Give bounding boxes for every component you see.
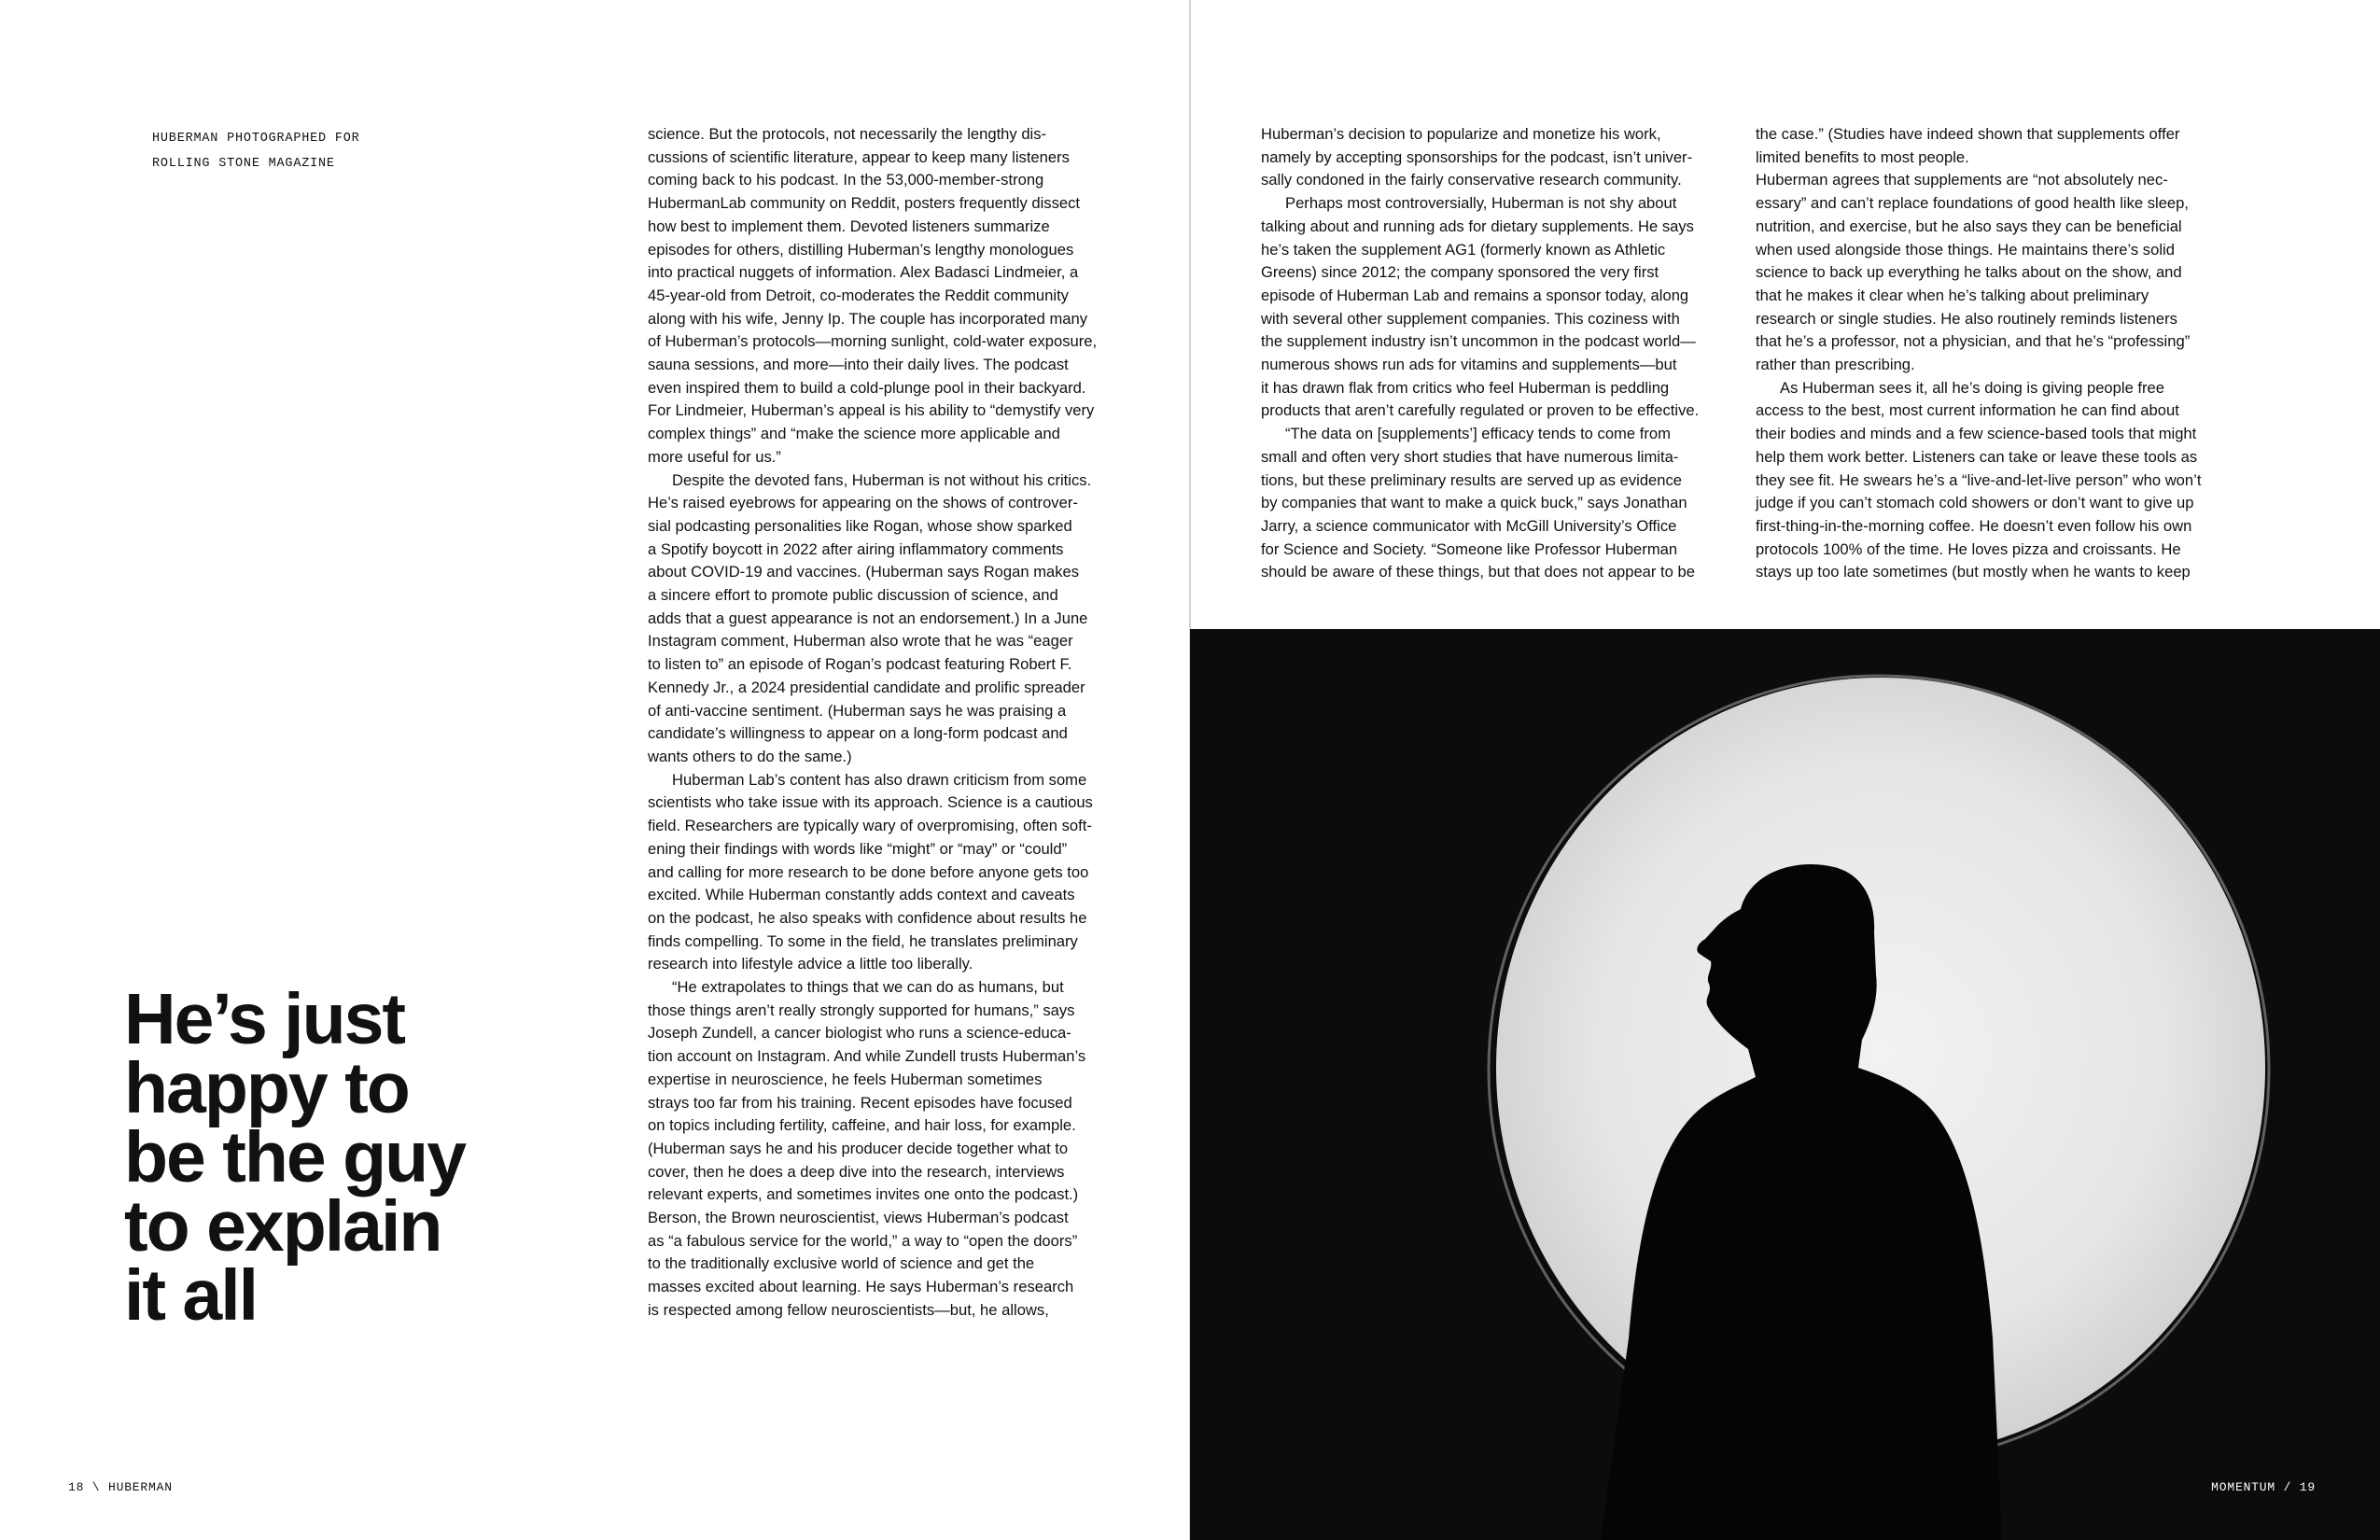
text-line: 45-year-old from Detroit, co-moderates the Reddit community bbox=[648, 286, 1069, 304]
text-line: Kennedy Jr., a 2024 presidential candidate and prolific spreader bbox=[648, 678, 1085, 696]
text-line: Perhaps most controversially, Huberman is not shy about bbox=[1285, 194, 1677, 213]
text-line: they see fit. He swears he’s a “live-and-let-live person” who won’t bbox=[1756, 470, 2202, 489]
text-line: on the podcast, he also speaks with confidence about results he bbox=[648, 908, 1087, 927]
text-line: protocols 100% of the time. He loves pizza and croissants. He bbox=[1756, 539, 2181, 558]
text-line: research or single studies. He also routinely reminds listeners bbox=[1756, 309, 2177, 328]
text-line: finds compelling. To some in the field, he translates preliminary bbox=[648, 931, 1078, 950]
text-line: adds that a guest appearance is not an endorsement.) In a June bbox=[648, 609, 1088, 627]
text-line: science. But the protocols, not necessarily the lengthy dis- bbox=[648, 125, 1047, 143]
caption-line: HUBERMAN PHOTOGRAPHED FOR bbox=[152, 132, 360, 146]
headline-line: be the guy bbox=[124, 1117, 466, 1197]
text-line: by companies that want to make a quick buck,” says Jonathan bbox=[1261, 494, 1687, 512]
text-line: expertise in neuroscience, he feels Huberman sometimes bbox=[648, 1070, 1043, 1088]
pull-quote-headline bbox=[124, 979, 553, 1336]
text-line: field. Researchers are typically wary of overpromising, often soft- bbox=[648, 817, 1092, 835]
text-line: rather than prescribing. bbox=[1756, 356, 1915, 374]
headline-line: He’s just bbox=[124, 979, 405, 1059]
text-line: and calling for more research to be done before anyone gets too bbox=[648, 862, 1089, 881]
text-line: tion account on Instagram. And while Zundell trusts Huberman’s bbox=[648, 1047, 1086, 1066]
text-line: Despite the devoted fans, Huberman is not without his critics. bbox=[672, 470, 1092, 489]
text-line: judge if you can’t stomach cold showers or don’t want to give up bbox=[1756, 494, 2194, 512]
text-line: on topics including fertility, caffeine, and hair loss, for example. bbox=[648, 1116, 1076, 1135]
text-line: Instagram comment, Huberman also wrote that he was “eager bbox=[648, 632, 1073, 651]
text-line: (Huberman says he and his producer decide together what to bbox=[648, 1139, 1069, 1157]
text-line: sauna sessions, and more—into their daily lives. The podcast bbox=[648, 356, 1069, 374]
text-line: episode of Huberman Lab and remains a sponsor today, along bbox=[1261, 286, 1689, 304]
text-line: help them work better. Listeners can take or leave these tools as bbox=[1756, 447, 2198, 466]
text-line: those things aren’t really strongly supported for humans,” says bbox=[648, 1001, 1075, 1019]
caption-line: ROLLING STONE MAGAZINE bbox=[152, 157, 335, 171]
text-line: namely by accepting sponsorships for the podcast, isn’t univer- bbox=[1261, 147, 1693, 166]
text-line: that he makes it clear when he’s talking about preliminary bbox=[1756, 286, 2149, 304]
text-line: first-thing-in-the-morning coffee. He doesn’t even follow his own bbox=[1756, 516, 2192, 535]
text-line: relevant experts, and sometimes invites one onto the podcast.) bbox=[648, 1185, 1079, 1204]
text-line: even inspired them to build a cold-plunge pool in their backyard. bbox=[648, 378, 1086, 397]
text-line: As Huberman sees it, all he’s doing is giving people free bbox=[1780, 378, 2165, 397]
text-line: “He extrapolates to things that we can do as humans, but bbox=[672, 978, 1064, 997]
text-line: their bodies and minds and a few science-based tools that might bbox=[1756, 425, 2197, 443]
text-line: Joseph Zundell, a cancer biologist who runs a science-educa- bbox=[648, 1024, 1071, 1043]
text-line: coming back to his podcast. In the 53,000-member-strong bbox=[648, 171, 1044, 189]
text-line: that he’s a professor, not a physician, and that he’s “professing” bbox=[1756, 332, 2191, 351]
text-line: when used alongside those things. He maintains there’s solid bbox=[1756, 240, 2175, 259]
text-line: wants others to do the same.) bbox=[648, 747, 852, 765]
text-line: is respected among fellow neuroscientists—but, he allows, bbox=[648, 1300, 1049, 1319]
text-line: Berson, the Brown neuroscientist, views Huberman’s podcast bbox=[648, 1209, 1069, 1227]
text-line: he’s taken the supplement AG1 (formerly known as Athletic bbox=[1261, 240, 1666, 259]
portrait-photo bbox=[1190, 629, 2380, 1540]
text-line: complex things” and “make the science more applicable and bbox=[648, 425, 1060, 443]
text-line: as “a fabulous service for the world,” a way to “open the doors” bbox=[648, 1231, 1078, 1250]
text-line: numerous shows run ads for vitamins and supplements—but bbox=[1261, 356, 1677, 374]
text-line: research into lifestyle advice a little too liberally. bbox=[648, 955, 973, 973]
text-line: cover, then he does a deep dive into the research, interviews bbox=[648, 1162, 1065, 1181]
article-column-2 bbox=[1261, 123, 1737, 584]
text-line: with several other supplement companies. This coziness with bbox=[1261, 309, 1680, 328]
photo-caption bbox=[152, 126, 451, 176]
text-line: Greens) since 2012; the company sponsored the very first bbox=[1261, 263, 1659, 282]
text-line: about COVID-19 and vaccines. (Huberman says Rogan makes bbox=[648, 563, 1080, 581]
text-line: to listen to” an episode of Rogan’s podcast featuring Robert F. bbox=[648, 655, 1072, 674]
text-line: sally condoned in the fairly conservative research community. bbox=[1261, 171, 1682, 189]
text-line: the case.” (Studies have indeed shown that supplements offer bbox=[1756, 125, 2180, 143]
text-line: excited. While Huberman constantly adds context and caveats bbox=[648, 886, 1075, 904]
text-line: to the traditionally exclusive world of science and get the bbox=[648, 1254, 1035, 1273]
text-line: essary” and can’t replace foundations of good health like sleep, bbox=[1756, 194, 2190, 213]
text-line: scientists who take issue with its approach. Science is a cautious bbox=[648, 793, 1093, 812]
text-line: Huberman agrees that supplements are “not absolutely nec- bbox=[1756, 171, 2168, 189]
text-line: cussions of scientific literature, appear to keep many listeners bbox=[648, 147, 1070, 166]
text-line: science to back up everything he talks about on the show, and bbox=[1756, 263, 2182, 282]
text-line: tions, but these preliminary results are served up as evidence bbox=[1261, 470, 1683, 489]
text-line: it has drawn flak from critics who feel Huberman is peddling bbox=[1261, 378, 1670, 397]
article-column-1 bbox=[648, 123, 1133, 1323]
text-line: of Huberman’s protocols—morning sunlight, cold-water exposure, bbox=[648, 332, 1098, 351]
text-line: a sincere effort to promote public discussion of science, and bbox=[648, 586, 1058, 605]
text-line: more useful for us.” bbox=[648, 447, 781, 466]
text-line: access to the best, most current information he can find about bbox=[1756, 401, 2179, 420]
text-line: talking about and running ads for dietary supplements. He says bbox=[1261, 217, 1694, 235]
headline-line: to explain bbox=[124, 1186, 441, 1267]
text-line: episodes for others, distilling Huberman’s lengthy monologues bbox=[648, 240, 1074, 259]
article-column-3 bbox=[1756, 123, 2232, 584]
text-line: of anti-vaccine sentiment. (Huberman says he was praising a bbox=[648, 701, 1067, 720]
silhouette-photo-illustration bbox=[1190, 629, 2380, 1540]
text-line: products that aren’t carefully regulated or proven to be effective. bbox=[1261, 401, 1700, 420]
folio-right: MOMENTUM / 19 bbox=[2211, 1480, 2316, 1494]
text-line: along with his wife, Jenny Ip. The couple has incorporated many bbox=[648, 309, 1088, 328]
text-line: should be aware of these things, but that does not appear to be bbox=[1261, 563, 1695, 581]
text-line: Jarry, a science communicator with McGill University’s Office bbox=[1261, 516, 1677, 535]
text-line: stays up too late sometimes (but mostly when he wants to keep bbox=[1756, 563, 2191, 581]
text-line: Huberman’s decision to popularize and monetize his work, bbox=[1261, 125, 1661, 143]
text-line: nutrition, and exercise, but he also says they can be beneficial bbox=[1756, 217, 2182, 235]
headline-line: it all bbox=[124, 1255, 258, 1336]
text-line: HubermanLab community on Reddit, posters frequently dissect bbox=[648, 194, 1081, 213]
text-line: small and often very short studies that have numerous limita- bbox=[1261, 447, 1679, 466]
text-line: For Lindmeier, Huberman’s appeal is his ability to “demystify very bbox=[648, 401, 1095, 420]
text-line: “The data on [supplements’] efficacy tends to come from bbox=[1285, 425, 1671, 443]
folio-left: 18 \ HUBERMAN bbox=[68, 1480, 173, 1494]
right-page bbox=[1190, 0, 2380, 1540]
headline-line: happy to bbox=[124, 1048, 409, 1128]
text-line: how best to implement them. Devoted listeners summarize bbox=[648, 217, 1050, 235]
text-line: candidate’s willingness to appear on a long-form podcast and bbox=[648, 724, 1068, 743]
text-line: strays too far from his training. Recent episodes have focused bbox=[648, 1093, 1072, 1112]
text-line: masses excited about learning. He says Huberman’s research bbox=[648, 1278, 1074, 1296]
text-line: He’s raised eyebrows for appearing on the shows of controver- bbox=[648, 494, 1078, 512]
text-line: sial podcasting personalities like Rogan, whose show sparked bbox=[648, 516, 1072, 535]
text-line: Huberman Lab’s content has also drawn criticism from some bbox=[672, 770, 1087, 789]
text-line: ening their findings with words like “might” or “may” or “could” bbox=[648, 839, 1068, 858]
text-line: the supplement industry isn’t uncommon in the podcast world— bbox=[1261, 332, 1696, 351]
text-line: into practical nuggets of information. Alex Badasci Lindmeier, a bbox=[648, 263, 1079, 282]
text-line: limited benefits to most people. bbox=[1756, 147, 1969, 166]
text-line: for Science and Society. “Someone like Professor Huberman bbox=[1261, 539, 1678, 558]
text-line: a Spotify boycott in 2022 after airing inflammatory comments bbox=[648, 539, 1064, 558]
